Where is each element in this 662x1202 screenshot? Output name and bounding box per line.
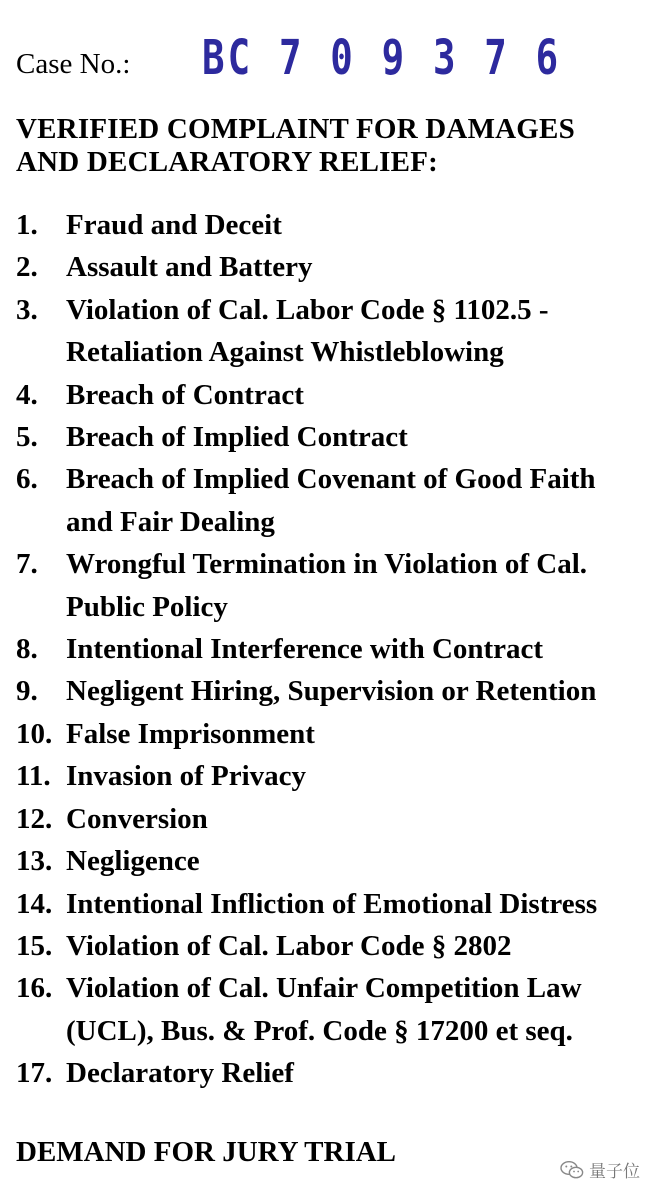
claim-item	[16, 713, 656, 755]
case-number-stamp: BC 7 0 9 3 7 6	[202, 30, 562, 86]
claim-item	[16, 628, 656, 670]
claim-number: 13.	[16, 845, 53, 878]
claim-text-line: Assault and Battery	[66, 251, 313, 284]
claim-text-line: Breach of Implied Contract	[66, 421, 408, 454]
claim-number: 6.	[16, 463, 38, 496]
claim-item	[16, 246, 656, 288]
claim-number: 9.	[16, 675, 38, 708]
claim-item	[16, 289, 656, 374]
watermark-text: 量子位	[589, 1162, 640, 1182]
claim-text-line: Intentional Interference with Contract	[66, 633, 544, 666]
wechat-icon	[560, 1161, 584, 1179]
complaint-heading-line-2: AND DECLARATORY RELIEF:	[16, 146, 438, 178]
claim-text-line: Violation of Cal. Unfair Competition Law	[66, 972, 582, 1005]
claim-item	[16, 755, 656, 797]
claim-number: 14.	[16, 887, 53, 920]
claim-number: 16.	[16, 972, 53, 1005]
claim-text-line: Invasion of Privacy	[66, 760, 307, 793]
claim-text-line: Public Policy	[66, 590, 228, 623]
claim-number: 17.	[16, 1057, 53, 1090]
claim-text-line: Fraud and Deceit	[66, 209, 282, 241]
claim-text-line: Violation of Cal. Labor Code § 1102.5 -	[66, 293, 549, 326]
claim-number: 3.	[16, 293, 38, 326]
claim-number: 7.	[16, 548, 38, 581]
watermark	[560, 1157, 640, 1182]
claim-text-line: False Imprisonment	[66, 717, 315, 750]
claim-number: 12.	[16, 802, 53, 835]
claim-text-line: Negligence	[66, 845, 200, 878]
claim-text-line: Breach of Contract	[66, 378, 304, 411]
claim-text-line: Conversion	[66, 802, 208, 835]
claim-item	[16, 840, 656, 882]
claim-number: 1.	[16, 209, 38, 241]
claim-item	[16, 925, 656, 967]
case-number-row	[16, 30, 636, 90]
claim-text-line: and Fair Dealing	[66, 505, 275, 538]
case-number-label: Case No.:	[16, 48, 131, 80]
complaint-heading-line-1: VERIFIED COMPLAINT FOR DAMAGES	[16, 113, 575, 145]
claim-item	[16, 204, 656, 246]
claim-text-line: Negligent Hiring, Supervision or Retention	[66, 675, 597, 708]
claim-item	[16, 798, 656, 840]
claim-text-line: Declaratory Relief	[66, 1057, 294, 1090]
claim-item	[16, 416, 656, 458]
claim-item	[16, 670, 656, 712]
claim-number: 2.	[16, 251, 38, 284]
claim-number: 11.	[16, 760, 51, 793]
claim-number: 5.	[16, 421, 38, 454]
complaint-heading	[16, 113, 646, 179]
claim-text-line: Violation of Cal. Labor Code § 2802	[66, 929, 512, 962]
claim-item	[16, 543, 656, 628]
claim-text-line: (UCL), Bus. & Prof. Code § 17200 et seq.	[66, 1014, 573, 1047]
jury-demand: DEMAND FOR JURY TRIAL	[16, 1136, 397, 1168]
claim-item	[16, 967, 656, 1052]
claim-text-line: Retaliation Against Whistleblowing	[66, 336, 504, 369]
claim-number: 4.	[16, 378, 38, 411]
claim-item	[16, 883, 656, 925]
claim-item	[16, 374, 656, 416]
claim-number: 15.	[16, 929, 53, 962]
claim-text-line: Intentional Infliction of Emotional Distress	[66, 887, 598, 920]
claims-list	[16, 204, 656, 1095]
claim-text-line: Wrongful Termination in Violation of Cal.	[66, 548, 588, 581]
claim-number: 10.	[16, 717, 53, 750]
claim-number: 8.	[16, 633, 38, 666]
claim-item	[16, 458, 656, 543]
claim-text-line: Breach of Implied Covenant of Good Faith	[66, 463, 596, 496]
claim-item	[16, 1052, 656, 1094]
